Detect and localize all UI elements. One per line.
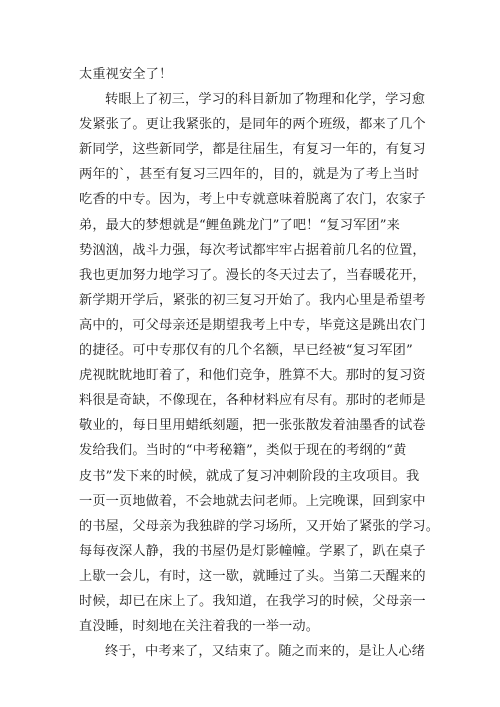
text-line: 转眼上了初三，学习的科目新加了物理和化学，学习愈	[105, 92, 426, 108]
document-page	[79, 62, 440, 664]
text-line: 时候，却已在床上了。我知道，在我学习的时候，父母亲一	[79, 593, 426, 609]
text-line: 皮书”发下来的时候，就成了复习冲刺阶段的主攻项目。我	[79, 468, 420, 484]
paragraph-exam-ended	[79, 639, 426, 664]
text-line: 直没睡，时刻地在关注着我的一举一动。	[79, 619, 320, 635]
text-line: 发给我们。当时的“中考秘籍”，类似于现在的考纲的“黄	[79, 443, 407, 459]
text-line: 虎视眈眈地盯着了，和他们竞争，胜算不大。那时的复习资	[79, 368, 426, 384]
text-line: 终于，中考来了，又结束了。随之而来的，是让人心绪	[105, 644, 426, 660]
text-line: 两年的`，甚至有复习三四年的，目的，就是为了考上当时	[79, 167, 420, 183]
text-line: 太重视安全了！	[79, 67, 173, 82]
text-line: 每每夜深人静，我的书屋仍是灯影幢幢。学累了，趴在桌子	[79, 543, 426, 559]
text-line: 新同学，这些新同学，都是往届生，有复习一年的，有复习	[79, 142, 426, 158]
paragraph-junior-three	[79, 87, 440, 639]
paragraph-closing-fragment	[79, 62, 421, 87]
text-line: 敬业的，每日里用蜡纸刻题，把一张张散发着油墨香的试卷	[79, 418, 426, 434]
text-line: 我也更加努力地学习了。漫长的冬天过去了，当春暖花开，	[79, 267, 426, 283]
text-line: 吃香的中专。因为，考上中专就意味着脱离了农门，农家子	[79, 192, 426, 208]
text-line: 的书屋，父母亲为我独辟的学习场所，又开始了紧张的学习。	[79, 518, 440, 534]
text-line: 料很是奇缺，不像现在，各种材料应有尽有。那时的老师是	[79, 393, 426, 409]
text-line: 发紧张了。更让我紧张的，是同年的两个班级，都来了几个	[79, 117, 426, 133]
text-line: 高中的，可父母亲还是期望我考上中专，毕竟这是跳出农门	[79, 317, 426, 333]
text-line: 弟，最大的梦想就是“鲤鱼跳龙门”了吧！“复习军团”来	[79, 217, 400, 233]
text-line: 上歇一会儿，有时，这一歇，就睡过了头。当第二天醒来的	[79, 568, 426, 584]
text-line: 一页一页地做着，不会地就去问老师。上完晚课，回到家中	[79, 493, 426, 509]
text-line: 的捷径。可中专那仅有的几个名额，早已经被“复习军团”	[79, 343, 413, 359]
text-line: 新学期开学后，紧张的初三复习开始了。我内心里是希望考	[79, 292, 426, 308]
text-line: 势汹汹，战斗力强，每次考试都牢牢占据着前几名的位置，	[79, 242, 426, 258]
